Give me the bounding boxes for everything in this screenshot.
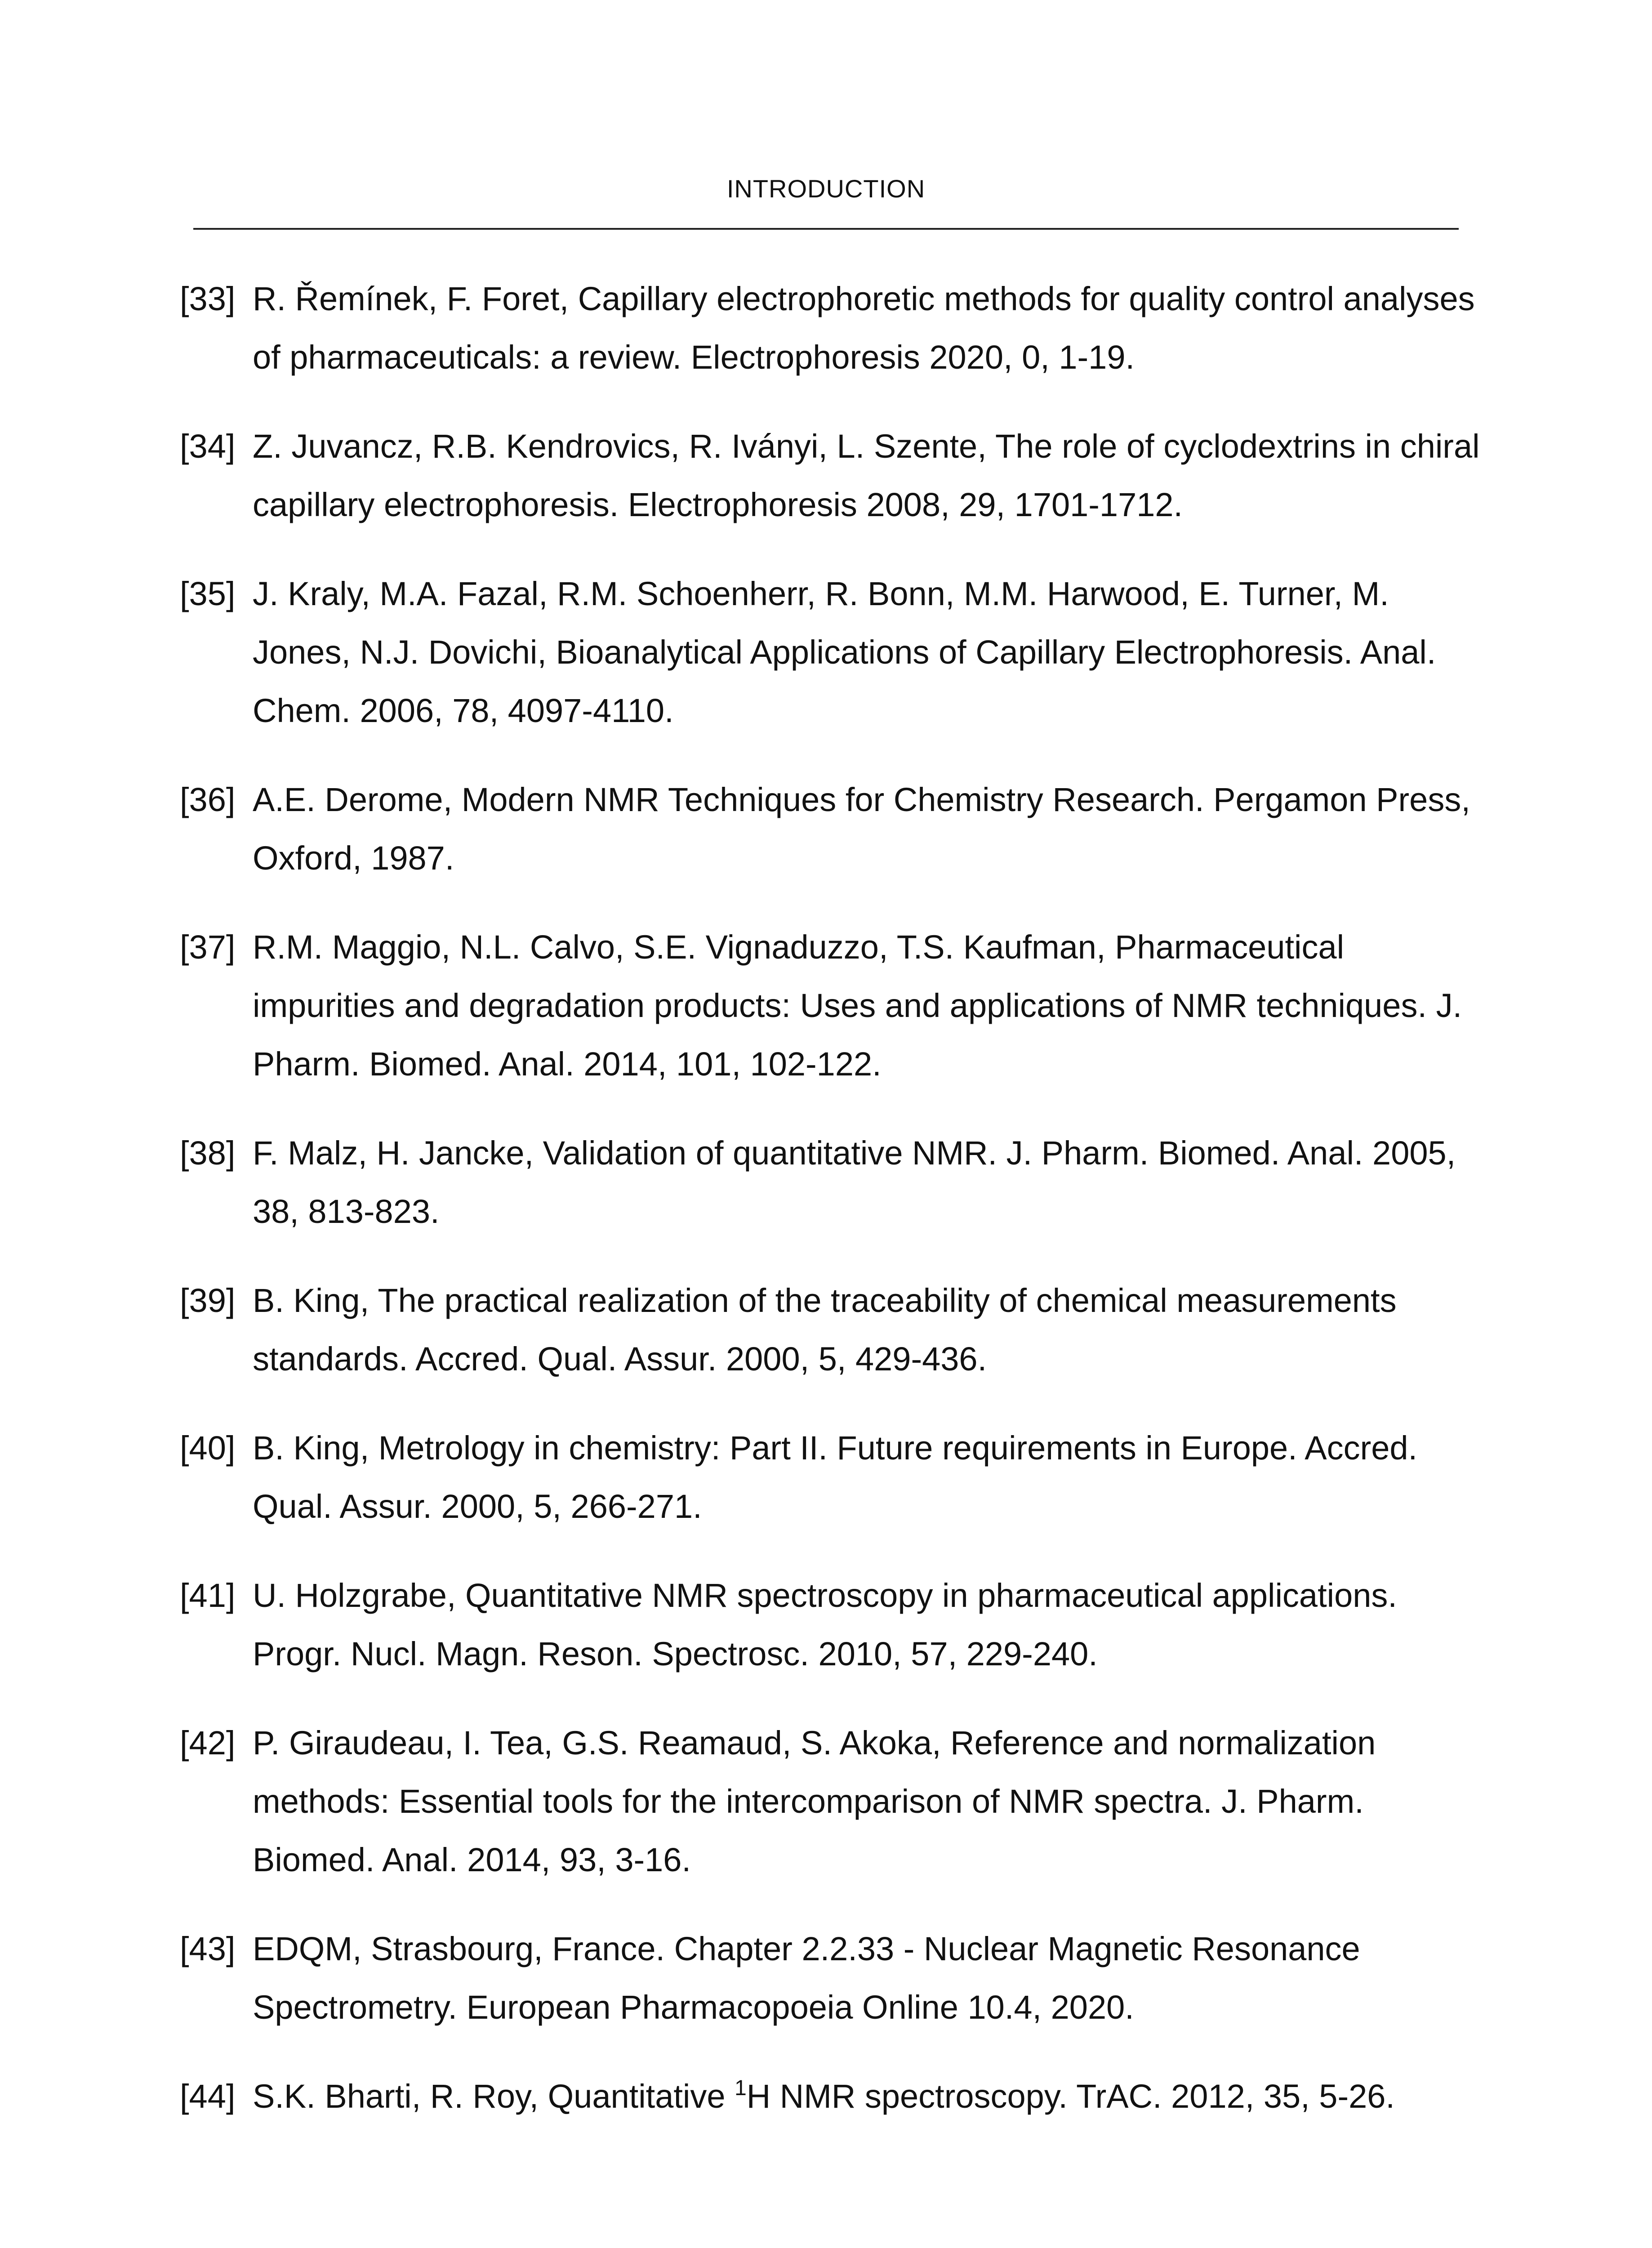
reference-number: [40]: [180, 1429, 236, 1467]
reference-text: F. Malz, H. Jancke, Validation of quantitative NMR. J. Pharm. Biomed. Anal. 2005, 38, 813-823.: [253, 1134, 1456, 1230]
reference-text: U. Holzgrabe, Quantitative NMR spectroscopy in pharmaceutical applications. Progr. Nucl. Magn. Reson. Spectrosc. 2010, 57, 229-240.: [253, 1577, 1397, 1673]
reference-item: [180, 2067, 1483, 2126]
reference-number: [36]: [180, 781, 236, 818]
header-rule: [193, 228, 1459, 230]
reference-text: R. Řemínek, F. Foret, Capillary electrophoretic methods for quality control analyses of pharmaceuticals: a review. Electrophoresis 2020, 0, 1-19.: [253, 280, 1475, 376]
reference-number: [34]: [180, 428, 236, 465]
reference-number: [43]: [180, 1930, 236, 1967]
reference-number: [33]: [180, 280, 236, 317]
reference-text: A.E. Derome, Modern NMR Techniques for Chemistry Research. Pergamon Press, Oxford, 1987.: [253, 781, 1470, 877]
reference-item: [180, 565, 1483, 740]
superscript-mass-number: 1: [735, 2076, 747, 2100]
reference-number: [37]: [180, 928, 236, 966]
reference-item: [180, 1124, 1483, 1241]
reference-number: [41]: [180, 1577, 236, 1614]
running-header: INTRODUCTION: [726, 174, 926, 203]
reference-text: Z. Juvancz, R.B. Kendrovics, R. Iványi, L. Szente, The role of cyclodextrins in chiral capillary electrophoresis. Electrophoresis 2008, 29, 1701-1712.: [253, 428, 1480, 523]
reference-text: B. King, Metrology in chemistry: Part II. Future requirements in Europe. Accred. Qual. Assur. 2000, 5, 266-271.: [253, 1429, 1418, 1525]
reference-number: [42]: [180, 1724, 236, 1762]
reference-text: EDQM, Strasbourg, France. Chapter 2.2.33 - Nuclear Magnetic Resonance Spectrometry. European Pharmacopoeia Online 10.4, 2020.: [253, 1930, 1360, 2026]
reference-text: P. Giraudeau, I. Tea, G.S. Reamaud, S. Akoka, Reference and normalization methods: Essential tools for the intercomparison of NMR spectra. J. Pharm. Biomed. Anal. 2014, 93, 3-16.: [253, 1724, 1376, 1878]
reference-number: [39]: [180, 1282, 236, 1319]
reference-text: J. Kraly, M.A. Fazal, R.M. Schoenherr, R. Bonn, M.M. Harwood, E. Turner, M. Jones, N.J. Dovichi, Bioanalytical Applications of Capillary Electrophoresis. Anal. Chem. 2006, 78, 4097-4110.: [253, 575, 1436, 729]
reference-item: [180, 1271, 1483, 1388]
reference-text: B. King, The practical realization of the traceability of chemical measurements standards. Accred. Qual. Assur. 2000, 5, 429-436.: [253, 1282, 1397, 1378]
reference-text-start: S.K. Bharti, R. Roy, Quantitative: [253, 2078, 735, 2115]
reference-text: R.M. Maggio, N.L. Calvo, S.E. Vignaduzzo, T.S. Kaufman, Pharmaceutical impurities and degradation products: Uses and applications of NMR techniques. J. Pharm. Biomed. Anal. 2014, 101, 102-122.: [253, 928, 1462, 1083]
reference-item: [180, 270, 1483, 387]
reference-item: [180, 771, 1483, 888]
reference-item: [180, 1920, 1483, 2037]
reference-text: [253, 2067, 1483, 2126]
reference-list: [180, 270, 1483, 2126]
reference-text-end: H NMR spectroscopy. TrAC. 2012, 35, 5-26.: [746, 2078, 1395, 2115]
reference-item: [180, 1566, 1483, 1683]
reference-number: [38]: [180, 1134, 236, 1172]
reference-item: [180, 1419, 1483, 1536]
reference-item: [180, 918, 1483, 1093]
reference-item: [180, 1714, 1483, 1889]
reference-number: [35]: [180, 575, 236, 612]
reference-item: [180, 417, 1483, 534]
reference-number: [44]: [180, 2078, 236, 2115]
